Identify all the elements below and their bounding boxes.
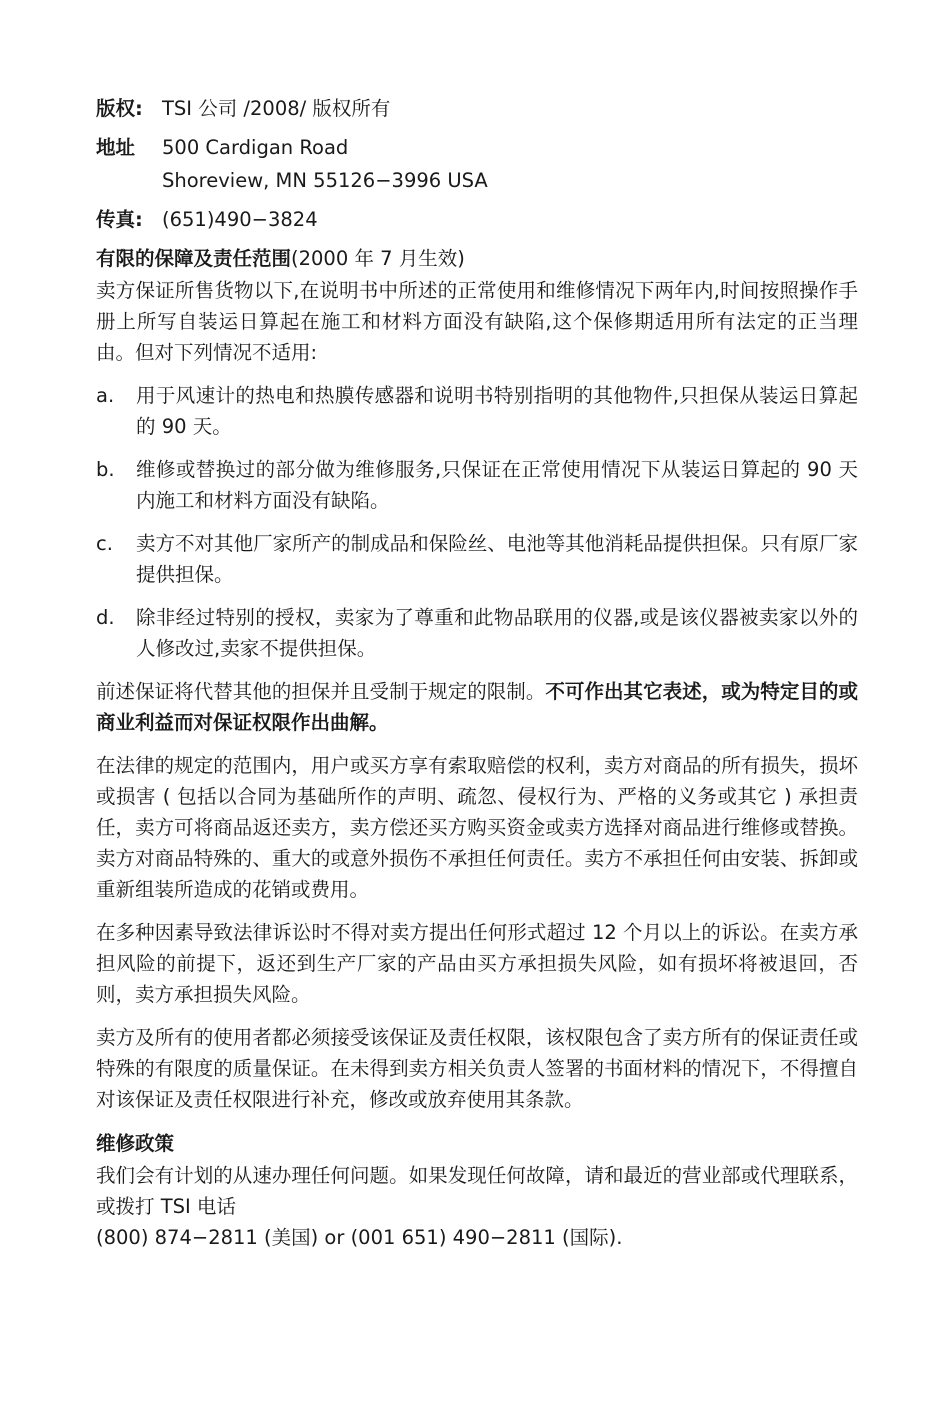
warranty-title-note: (2000 年 7 月生效)	[291, 247, 465, 270]
liability-paragraph: 在法律的规定的范围内，用户或买方享有索取赔偿的权利，卖方对商品的所有损失，损坏或损害 ( 包括以合同为基础所作的声明、疏忽、侵权行为、严格的义务或其它 ) 承担责任，卖方可将商品返还卖方，卖方偿还买方购买资金或卖方选择对商品进行维修或替换。卖方对商品特殊的、重大的或意外损伤不承担任何责任。卖方不承担任何由安装、拆卸或重新组装所造成的花销或费用。	[96, 754, 858, 901]
document-page	[96, 92, 858, 1253]
address-value	[162, 131, 858, 197]
fax-label: 传真:	[96, 208, 143, 231]
service-title: 维修政策	[96, 1132, 175, 1155]
warranty-limitation-paragraph	[96, 676, 858, 738]
address-label: 地址	[96, 136, 136, 159]
list-text: 维修或替换过的部分做为维修服务,只保证在正常使用情况下从装运日算起的 90 天内施工和材料方面没有缺陷。	[136, 458, 858, 512]
service-text: 我们会有计划的从速办理任何问题。如果发现任何故障，请和最近的营业部或代理联系，或拨打 TSI 电话	[96, 1164, 858, 1218]
limitation-bold-text: 不可作出其它表述，或为特定目的或商业利益而对保证权限作出曲解。	[96, 680, 858, 734]
service-heading	[96, 1127, 858, 1160]
address-line-1: 500 Cardigan Road	[162, 136, 349, 159]
fax-row	[96, 203, 858, 236]
list-marker: d.	[96, 606, 115, 629]
list-text: 除非经过特别的授权，卖家为了尊重和此物品联用的仪器,或是该仪器被卖家以外的人修改过,卖家不提供担保。	[136, 606, 858, 660]
address-row	[96, 131, 858, 197]
acceptance-paragraph: 卖方及所有的使用者都必须接受该保证及责任权限，该权限包含了卖方所有的保证责任或特殊的有限度的质量保证。在未得到卖方相关负责人签署的书面材料的情况下，不得擅自对该保证及责任权限进行补充，修改或放弃使用其条款。	[96, 1026, 858, 1111]
list-marker: c.	[96, 532, 113, 555]
fax-value: (651)490−3824	[162, 208, 318, 231]
list-text: 用于风速计的热电和热膜传感器和说明书特别指明的其他物件,只担保从装运日算起的 90 天。	[136, 384, 858, 438]
warranty-intro: 卖方保证所售货物以下,在说明书中所述的正常使用和维修情况下两年内,时间按照操作手册上所写自装运日算起在施工和材料方面没有缺陷,这个保修期适用所有法定的正当理由。但对下列情况不适用:	[96, 279, 858, 364]
service-phones: (800) 874−2811 (美国) or (001 651) 490−2811 (国际).	[96, 1226, 623, 1249]
warranty-heading	[96, 242, 858, 275]
address-line-2: Shoreview, MN 55126−3996 USA	[162, 169, 488, 192]
list-marker: a.	[96, 384, 115, 407]
limitation-text: 前述保证将代替其他的担保并且受制于规定的限制。	[96, 680, 546, 703]
list-item	[96, 528, 858, 590]
list-text: 卖方不对其他厂家所产的制成品和保险丝、电池等其他消耗品提供担保。只有原厂家提供担保。	[136, 532, 858, 586]
exception-list	[96, 380, 858, 664]
list-item	[96, 380, 858, 442]
list-item	[96, 454, 858, 516]
list-marker: b.	[96, 458, 115, 481]
copyright-row	[96, 92, 858, 125]
list-item	[96, 602, 858, 664]
warranty-title: 有限的保障及责任范围	[96, 247, 292, 270]
copyright-label: 版权:	[96, 97, 143, 120]
litigation-paragraph: 在多种因素导致法律诉讼时不得对卖方提出任何形式超过 12 个月以上的诉讼。在卖方承担风险的前提下，返还到生产厂家的产品由买方承担损失风险，如有损坏将被退回，否则，卖方承担损失风险。	[96, 921, 858, 1006]
copyright-value: TSI 公司 /2008/ 版权所有	[162, 97, 391, 120]
